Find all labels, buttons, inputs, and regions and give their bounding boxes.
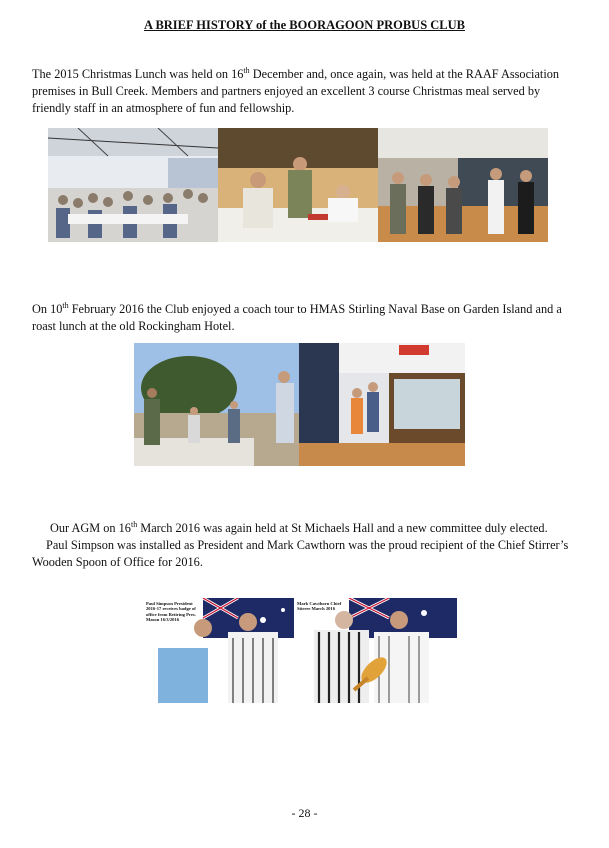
page-number: - 28 -	[291, 806, 318, 820]
agm-paragraph: Our AGM on 16th March 2016 was again held at St Michaels Hall and a new committee duly elected. Paul Simpson was installed as President and Mark Cawthorn was the proud recipient of the Chief Stirrer’s Wooden Spoon of Office for 2016.	[32, 520, 569, 570]
wooden-spoon-photo-caption: Mark Cawthorn Chief Stirrer March 2016	[297, 601, 342, 612]
naval-museum-display-photo	[299, 343, 465, 466]
president-badge-photo	[143, 598, 294, 703]
wooden-spoon-photo	[294, 598, 457, 703]
christmas-lunch-raffle-photo	[218, 128, 378, 242]
garden-island-lookout-photo	[134, 343, 299, 466]
christmas-lunch-paragraph: The 2015 Christmas Lunch was held on 16th December and, once again, was held at the RAAF Association premises in Bull Creek. Members and partners enjoyed an excellent 3 course Christmas meal served by friendly staff in an atmosphere of fun and fellowship.	[32, 66, 560, 116]
president-photo-caption: Paul Simpson President 2016-17 receives badge of office from Retiring Pres. Mason 16/3/2016	[146, 601, 196, 623]
naval-base-tour-paragraph: On 10th February 2016 the Club enjoyed a coach tour to HMAS Stirling Naval Base on Garden Island and a roast lunch at the old Rockingham Hotel.	[32, 301, 562, 334]
christmas-lunch-staff-photo	[378, 128, 548, 242]
christmas-lunch-hall-photo	[48, 128, 218, 242]
page-title: A BRIEF HISTORY of the BOORAGOON PROBUS CLUB	[143, 18, 465, 32]
